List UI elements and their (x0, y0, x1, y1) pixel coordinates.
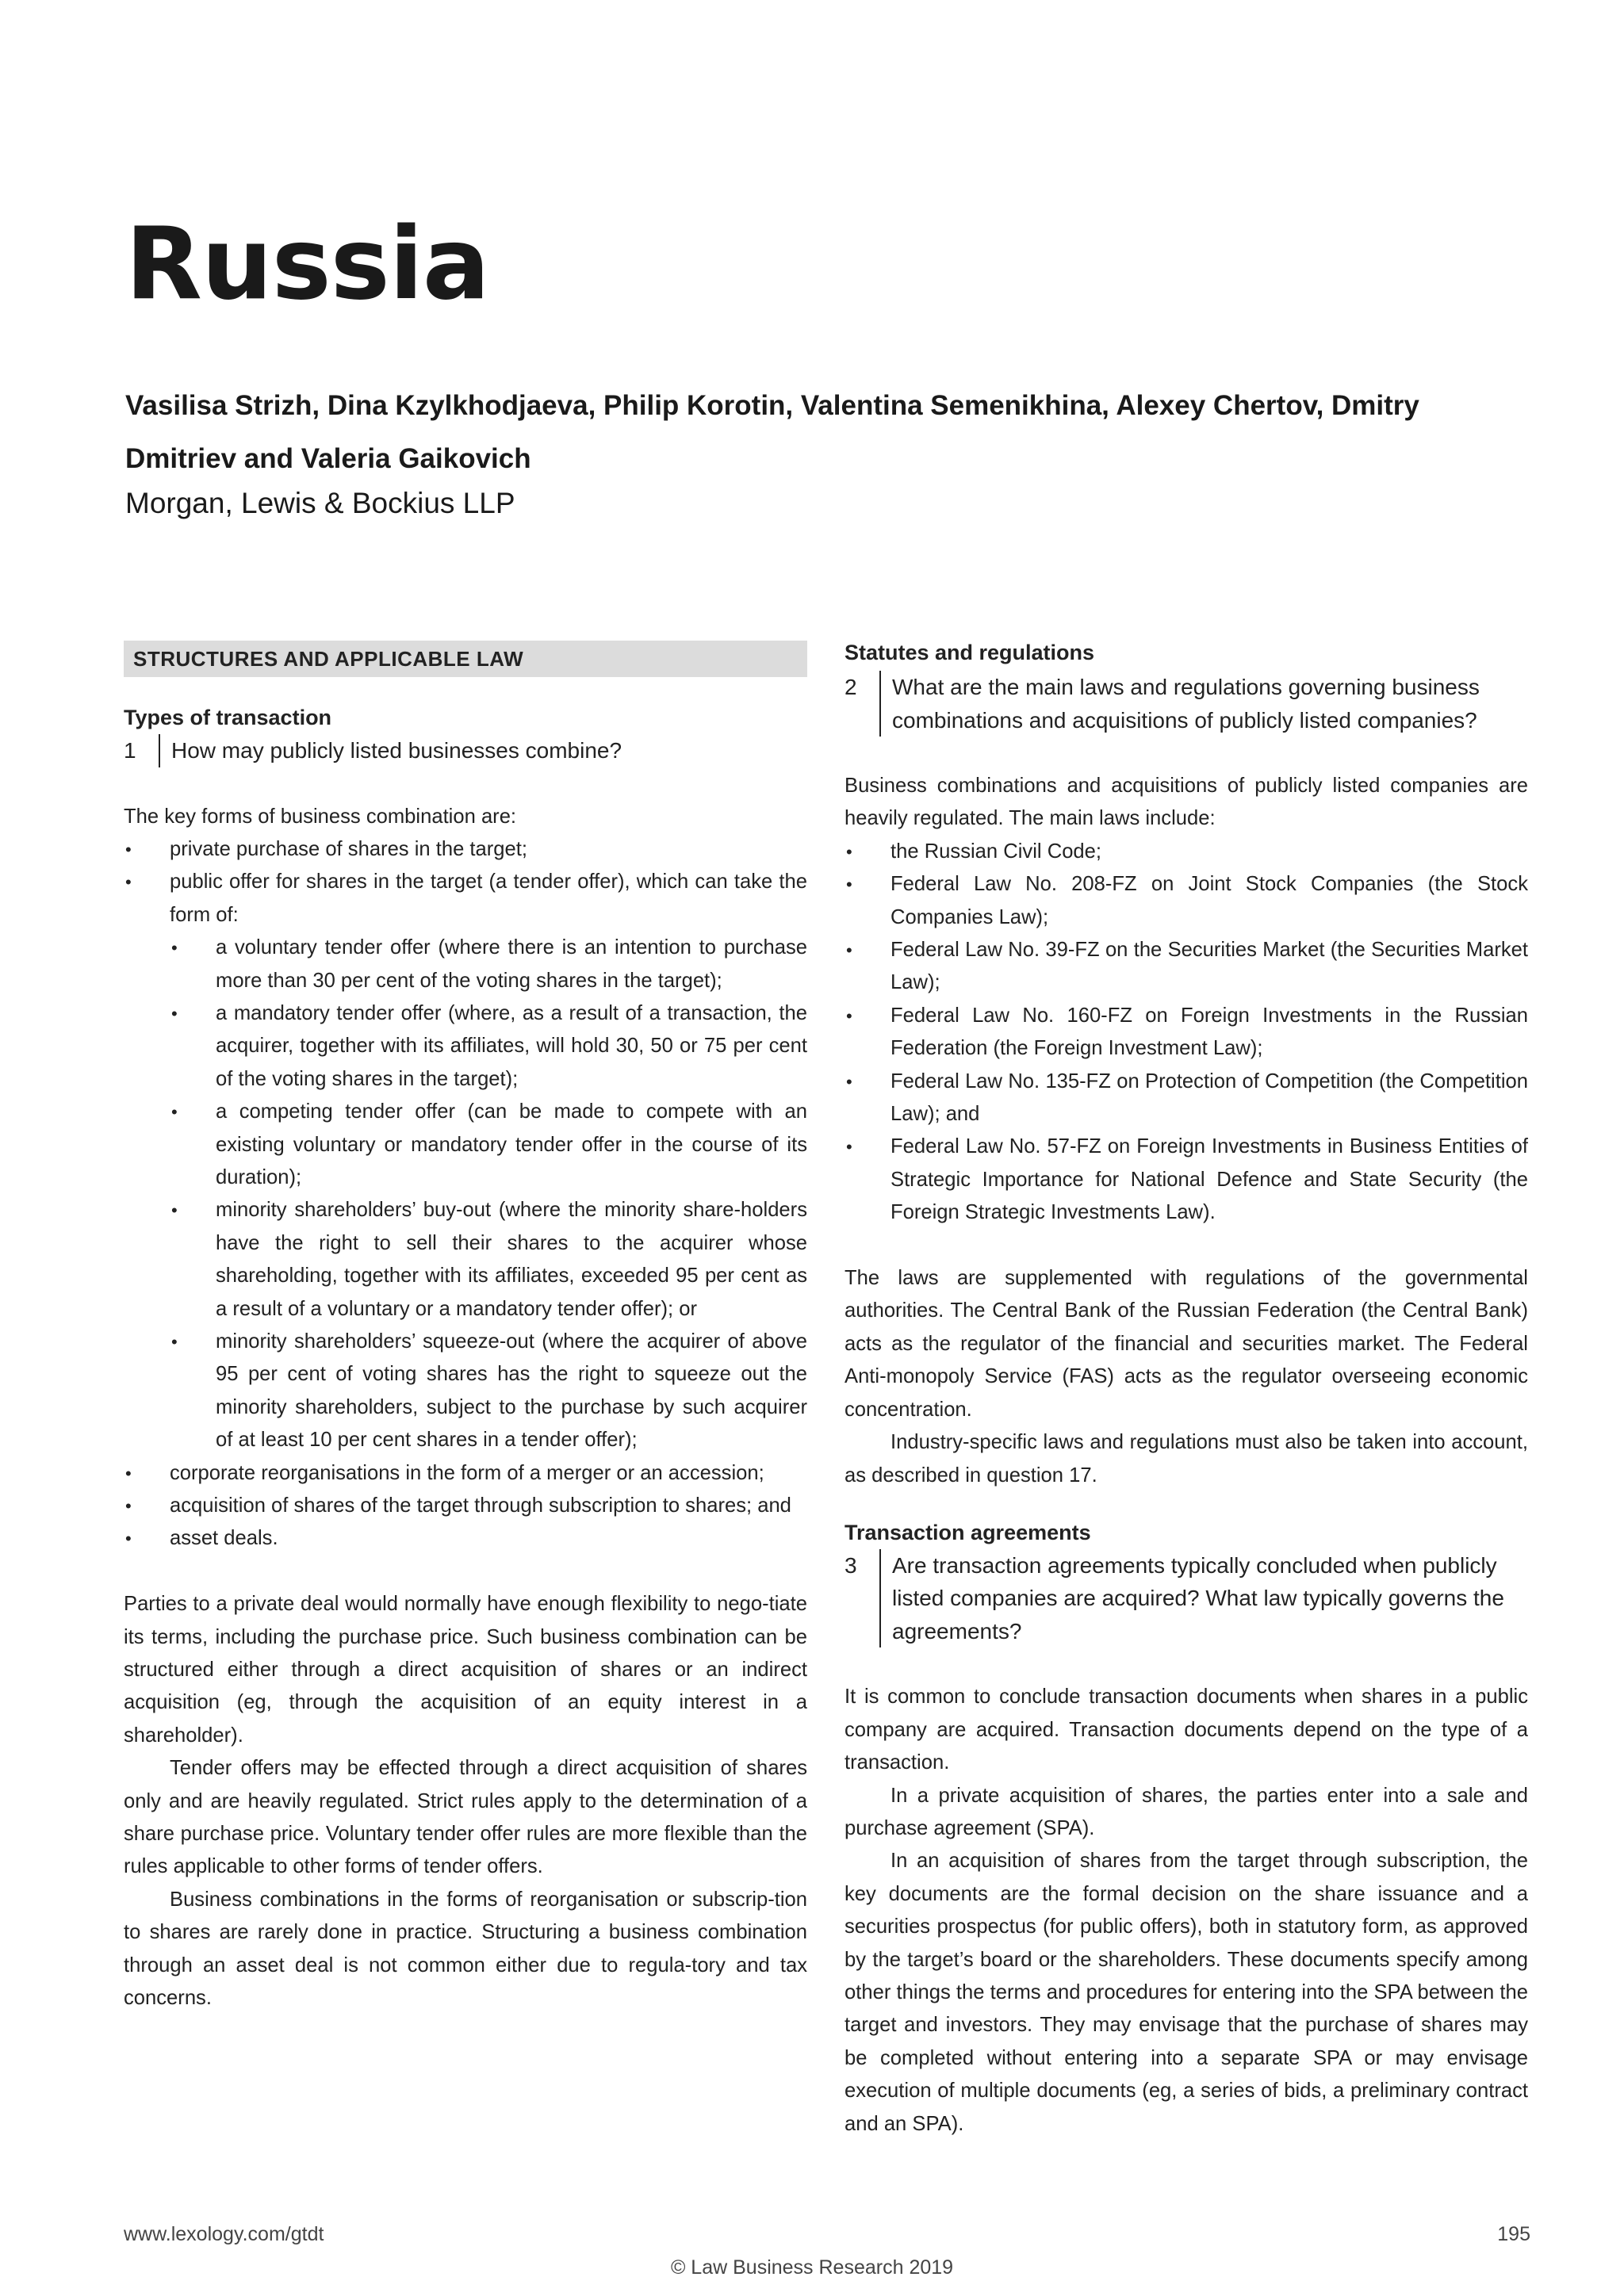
list-item: • Federal Law No. 57-FZ on Foreign Investments in Business Entities of Strategic Importance for National Defence and State Security (the Foreign Strategic Investments Law). (845, 1131, 1528, 1229)
list-item-text: public offer for shares in the target (a tender offer), which can take the form of: (170, 871, 807, 926)
question-number: 3 (845, 1552, 857, 1578)
question-1 (124, 734, 807, 767)
question-text: How may publicly listed businesses combine? (159, 734, 622, 767)
question-number: 1 (124, 738, 136, 763)
list-item: • private purchase of shares in the target; (124, 833, 807, 866)
list-item: • Federal Law No. 135-FZ on Protection of Competition (the Competition Law); and (845, 1066, 1528, 1131)
question-text: Are transaction agreements typically concluded when publicly listed companies are acquired? What law typically governs the agreements? (879, 1549, 1528, 1648)
combination-forms-list (124, 833, 807, 1556)
subheading-types-of-transaction: Types of transaction (124, 706, 332, 729)
question-2 (845, 671, 1528, 737)
body-paragraph: It is common to conclude transaction documents when shares in a public company are acquired. Transaction documents depend on the type of a transaction. (845, 1686, 1528, 1774)
footer-url[interactable]: www.lexology.com/gtdt (124, 2223, 324, 2245)
sub-list-item: • a mandatory tender offer (where, as a result of a transaction, the acquirer, together with its affiliates, will hold 30, 50 or 75 per cent of the voting shares in the target); (170, 997, 807, 1096)
question-text: What are the main laws and regulations governing business combinations and acquisitions of publicly listed companies? (879, 671, 1528, 737)
sub-list-item: • a voluntary tender offer (where there is an intention to purchase more than 30 per cent of the voting shares in the target); (170, 932, 807, 997)
subheading-statutes: Statutes and regulations (845, 641, 1095, 664)
intro-paragraph: The key forms of business combination are: (124, 805, 517, 828)
list-item: • Federal Law No. 208-FZ on Joint Stock Companies (the Stock Companies Law); (845, 868, 1528, 934)
list-item: • Federal Law No. 39-FZ on the Securities Market (the Securities Market Law); (845, 934, 1528, 1000)
copyright-notice: © Law Business Research 2019 (670, 2256, 954, 2279)
sub-list-item: • minority shareholders’ squeeze-out (where the acquirer of above 95 per cent of voting shares has the right to squeeze out the minority shareholders, subject to the purchase by such acquirer of at least 10 per cent shares in a tender offer); (170, 1326, 807, 1457)
page-title: Russia (125, 205, 489, 322)
list-item: • asset deals. (124, 1522, 807, 1555)
tender-offer-types-list (170, 932, 807, 1457)
law-firm-name: Morgan, Lewis & Bockius LLP (125, 487, 515, 519)
body-paragraph: Business combinations in the forms of reorganisation or subscrip-tion to shares are rarely done in practice. Structuring a business combination through an asset deal is not common either due to regula-tory and tax concerns. (124, 1888, 807, 2010)
section-heading: STRUCTURES AND APPLICABLE LAW (124, 641, 807, 677)
sub-list-item: • minority shareholders’ buy-out (where the minority share-holders have the right to sell their shares to the acquirer whose shareholding, together with its affiliates, exceeded 95 per cent as a result of a voluntary or a mandatory tender offer); or (170, 1194, 807, 1326)
sub-list-item: • a competing tender offer (can be made to compete with an existing voluntary or mandatory tender offer in the course of its duration); (170, 1096, 807, 1194)
page-number: 195 (1497, 2223, 1530, 2245)
list-item (124, 866, 807, 1456)
list-item: • acquisition of shares of the target through subscription to shares; and (124, 1490, 807, 1522)
body-paragraph: Parties to a private deal would normally have enough flexibility to nego-tiate its terms, including the purchase price. Such business combination can be structured either through a direct acquisition of shares or an indirect acquisition (eg, through the acquisition of an equity interest in a shareholder). (124, 1593, 807, 1747)
list-item: • the Russian Civil Code; (845, 836, 1528, 868)
body-paragraph: In a private acquisition of shares, the parties enter into a sale and purchase agreement (SPA). (845, 1784, 1528, 1840)
body-paragraph: Tender offers may be effected through a direct acquisition of shares only and are heavily regulated. Strict rules apply to the determination of a share purchase price. Voluntary tender offer rules are more flexible than the rules applicable to other forms of tender offers. (124, 1757, 807, 1878)
subheading-transaction-agreements: Transaction agreements (845, 1520, 1091, 1544)
author-list: Vasilisa Strizh, Dina Kzylkhodjaeva, Philip Korotin, Valentina Semenikhina, Alexey Chertov, Dmitry Dmitriev and Valeria Gaikovich (125, 390, 1419, 474)
intro-paragraph: Business combinations and acquisitions of publicly listed companies are heavily regulated. The main laws include: (845, 775, 1528, 830)
body-paragraph: The laws are supplemented with regulations of the governmental authorities. The Central Bank of the Russian Federation (the Central Bank) acts as the regulator of the financial and securities market. The Federal Anti-monopoly Service (FAS) acts as the regulator overseeing economic concentration. (845, 1267, 1528, 1421)
body-paragraph: In an acquisition of shares from the target through subscription, the key documents are the formal decision on the share issuance and a securities prospectus (for public offers), both in statutory form, as approved by the target’s board or the shareholders. These documents specify among other things the terms and procedures for entering into the SPA between the target and investors. They may envisage that the purchase of shares may be completed without entering into a separate SPA or may envisage execution of multiple documents (eg, a series of bids, a preliminary contract and an SPA). (845, 1850, 1528, 2135)
list-item: • Federal Law No. 160-FZ on Foreign Investments in the Russian Federation (the Foreign Investment Law); (845, 1000, 1528, 1066)
question-number: 2 (845, 675, 857, 699)
question-3 (845, 1549, 1528, 1648)
left-column (124, 641, 807, 2015)
body-paragraph: Industry-specific laws and regulations must also be taken into account, as described in question 17. (845, 1431, 1528, 1487)
right-column (845, 641, 1528, 2141)
laws-list (845, 836, 1528, 1230)
list-item: • corporate reorganisations in the form of a merger or an accession; (124, 1457, 807, 1490)
